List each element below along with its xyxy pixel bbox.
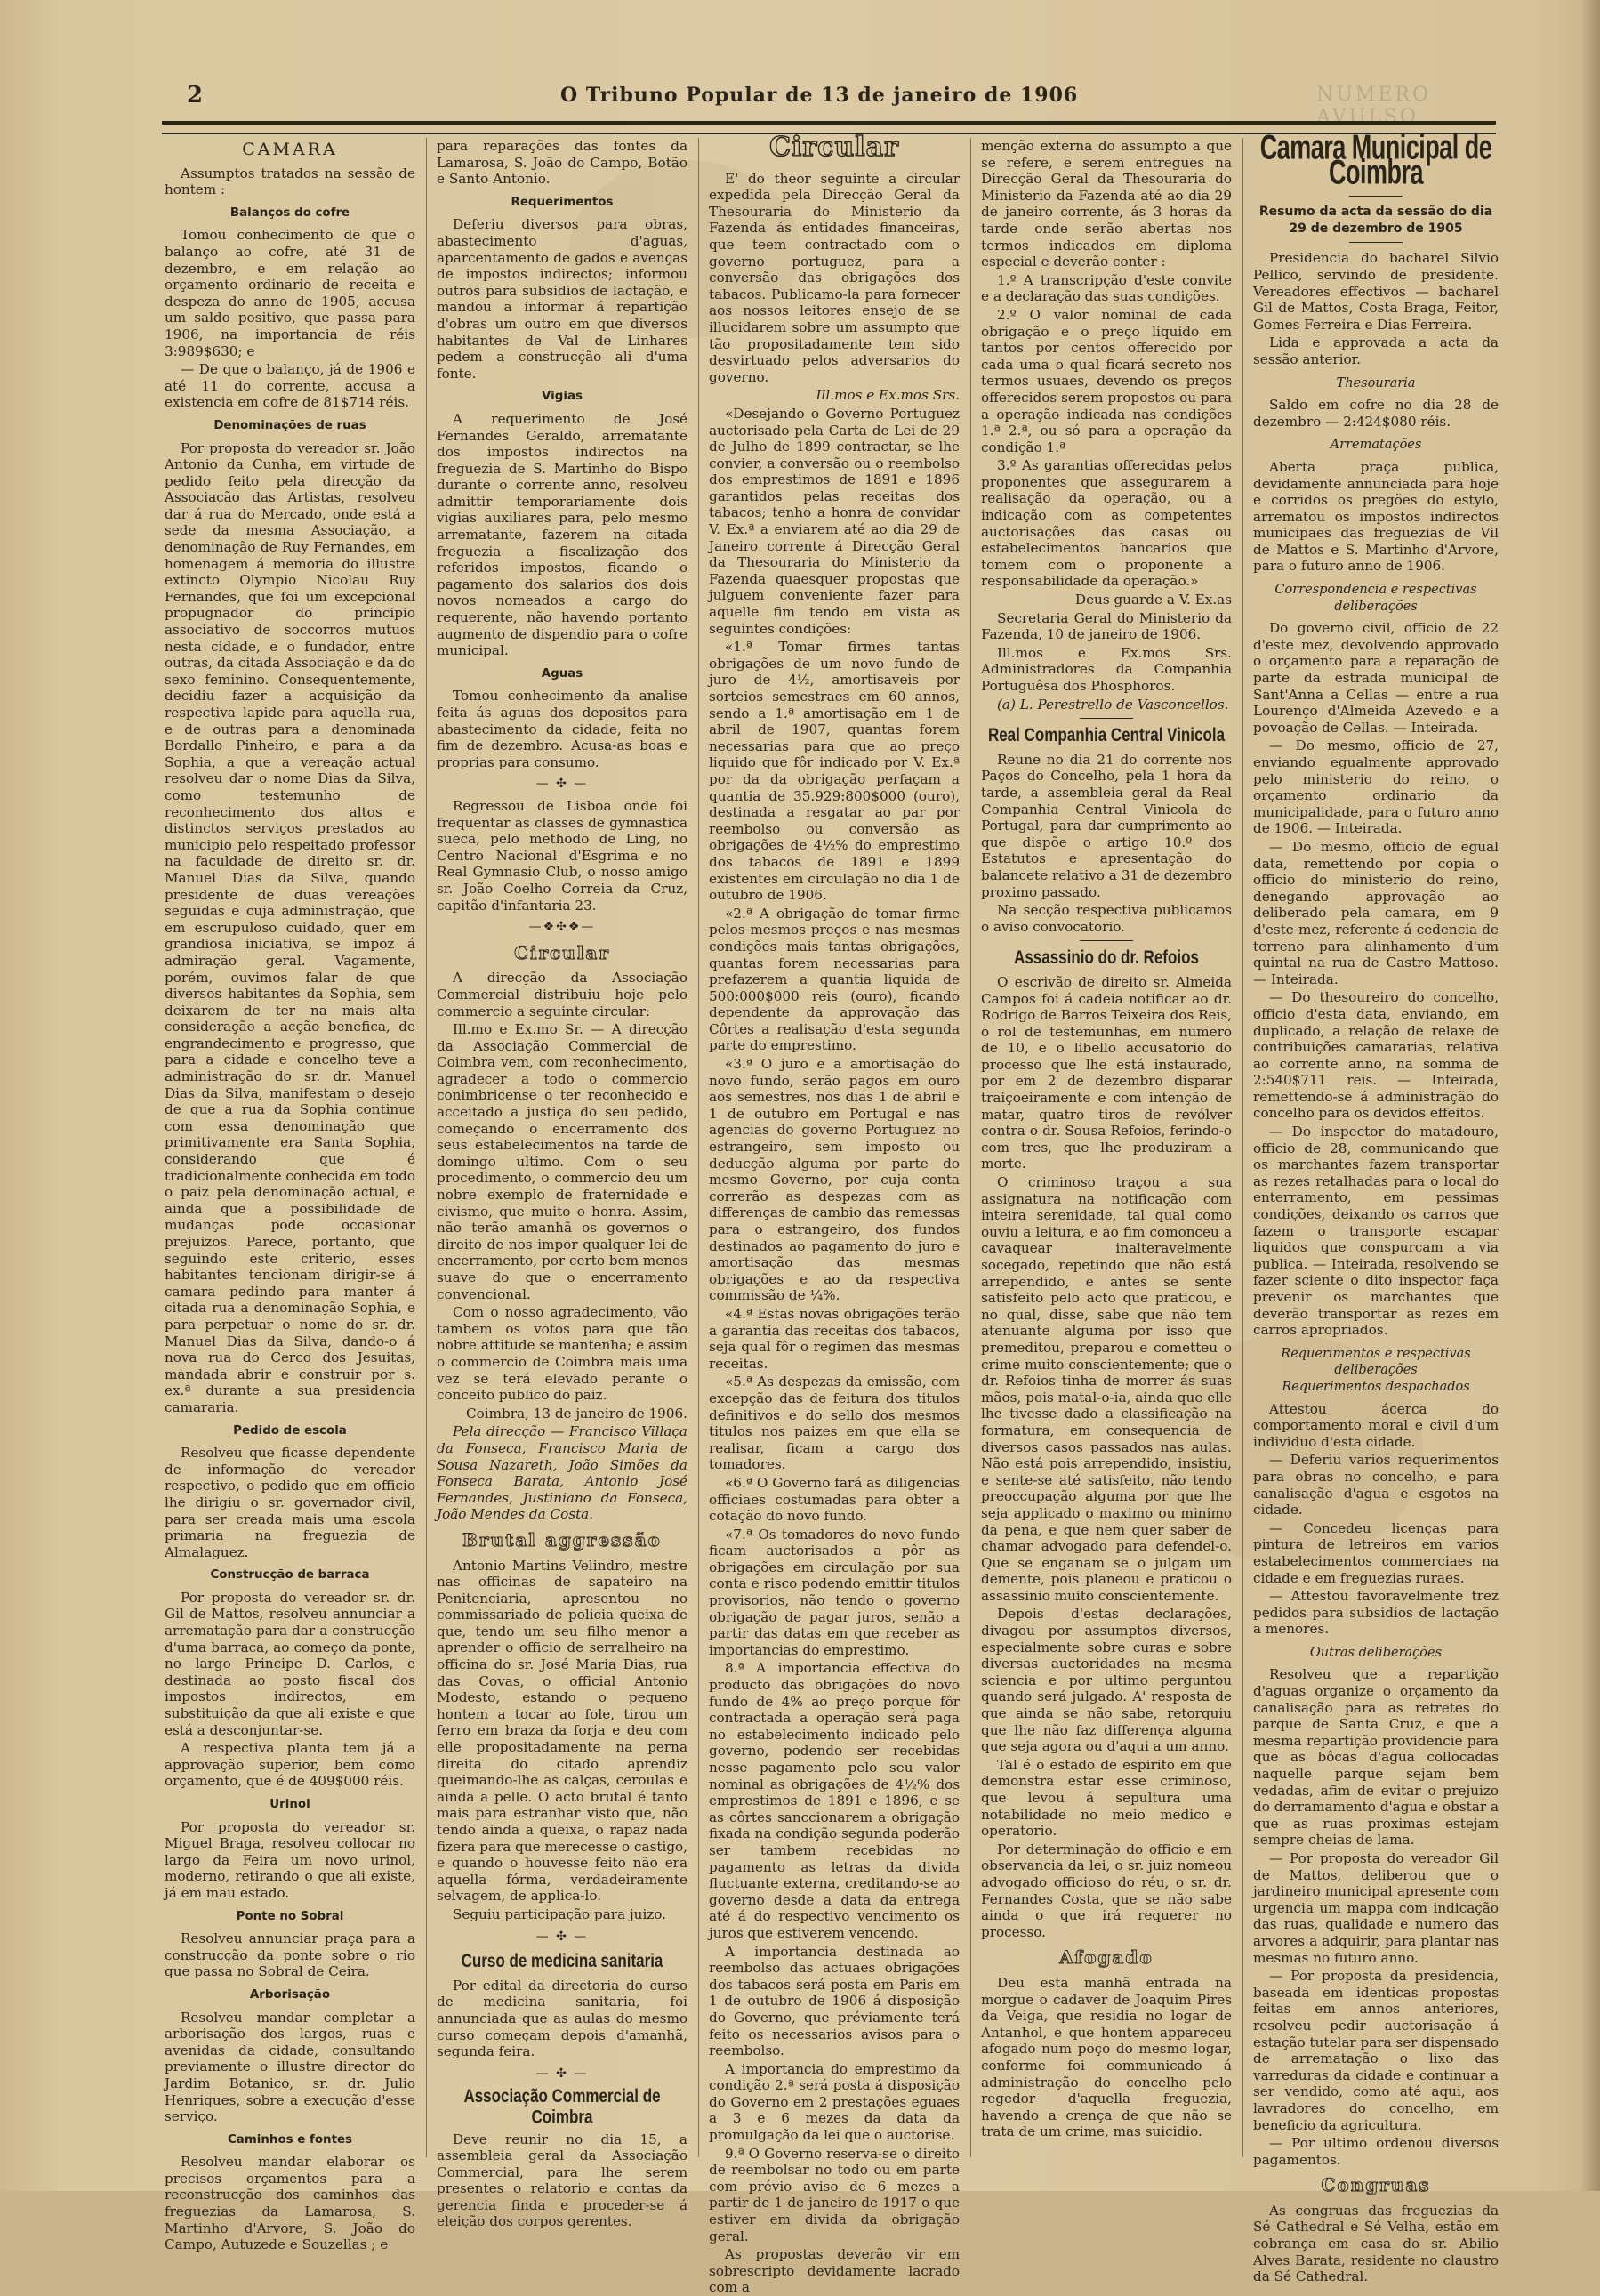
paragraph: Deve reunir no dia 15, a assembleia geral da Associação Commercial, para lhe serem presentes o relatorio e contas da gerencia finda e proceder-se á eleição dos corpos gerentes. [437, 2131, 687, 2230]
paragraph: O criminoso traçou a sua assignatura na notificação com inteira serenidade, tal qual como ouviu a leitura, e ao fim comonceu a cavaquear inalteravelmente socegado, repetindo que não está arrependido, e antes se sente satisfeito pelo acto que praticou, e no qual, disse, sabe que não tem atenuante alguma por isso que premeditou, preparou e cometteu o crime muito conscientemente; que o dr. Refoios tinha de morrer ás suas mãos, pois matal-o-ia, ainda que elle lhe tivesse dado a classificação na formatura, em consequencia de diversos casos passados nas aulas. Não está pois arrependido, insistiu, e sente-se até satisfeito, não tendo preoccupação alguma por que lhe seja applicado o maximo ou minimo da pena, e que nem quer saber de chamar advogado para defendel-o. Que se enganam se o julgam um demente, pois planeou e praticou o assassinio muito conscientemente. [981, 1174, 1232, 1604]
column-4 [981, 138, 1232, 2157]
paragraph: Por proposta do vereador sr. Miguel Braga, resolveu collocar no largo da Feira um novo urinol, moderno, retirando o que ali existe, já em mau estado. [165, 1818, 415, 1901]
article-title: Afogado [1059, 1946, 1154, 1969]
article-title: Circular [769, 132, 899, 163]
column-divider [970, 138, 971, 2157]
paragraph: Deus guarde a V. Ex.as [1074, 592, 1232, 608]
paragraph: Tomou conhecimento de que o balanço ao cofre, até 31 de dezembro, e em relação ao orçamento ordinario de receita e despeza do anno de 1905, accusa um saldo positivo, que passa para 1906, na importancia de réis 3:989$630; e [165, 227, 415, 359]
paragraph: «3.ª O juro e a amortisação do novo fundo, serão pagos em ouro aos semestres, nos dias 1 de abril e 1 de outubro em Portugal e nas agencias do governo Portuguez no estrangeiro, sem imposto ou deducção alguma por parte do mesmo Governo, por cuja conta correrão as despezas com as differenças de cambio das remessas para o estrangeiro, dos fundos destinados ao pagamento do juro e amortisação das mesmas obrigações e ao da respectiva commissão de ¼%. [709, 1056, 960, 1304]
section-title: CAMARA [242, 140, 338, 159]
running-head: O Tribuno Popular de 13 de janeiro de 1906 [560, 84, 1079, 107]
paragraph: Deu esta manhã entrada na morgue o cadaver de Joaquim Pires da Veiga, que residia no logar de Antanhol, e que hontem appareceu afogado num poço do mesmo logar, conforme foi communicado á administração do concelho pelo regedor d'aquella freguezia, havendo a crença de que não se trata de um crime, mas suicidio. [981, 1974, 1232, 2140]
subheading: Correspondencia e respectivas deliberações [1274, 583, 1477, 614]
subheading: Resumo da acta da sessão do dia 29 de dezembro de 1905 [1258, 205, 1493, 236]
subheading: Vigias [542, 390, 583, 404]
paragraph: E' do theor seguinte a circular expedida pela Direcção Geral da Thesouraria do Ministerio da Fazenda ás entidades financeiras, que teem contractado com o governo portuguez, para a conversão das obrigações dos tabacos. Publicamo-la para fornecer aos nossos leitores ensejo de se illucidarem sobre um assumpto que tão propositadamente tem sido desvirtuado pelos adversarios do governo. [709, 170, 960, 385]
paragraph: — Do mesmo, officio de 27, enviando egualmente approvado pelo ministerio do reino, o orçamento ordinario da municipalidade, para o futuro anno de 1906. — Inteirada. [1253, 737, 1499, 837]
paragraph: «Desejando o Governo Portuguez auctorisado pela Carta de Lei de 29 de Julho de 1899 contractar, se lhe convier, a conversão ou o reembolso dos emprestimos de 1891 e 1896 garantidos pelas receitas dos tabacos; tenho a honra de convidar V. Ex.ª a enviarem até ao dia 29 de Janeiro corrente á Direcção Geral da Thesouraria do Ministerio da Fazenda quaesquer propostas que julguem conveniente fazer para aquelle fim tendo em vista as seguintes condições: [709, 405, 960, 637]
paragraph: A direcção da Associação Commercial distribuiu hoje pelo commercio a seguinte circular: [437, 970, 687, 1019]
paragraph: Deferiu diversos para obras, abastecimento d'aguas, aparcentamento de gados e avenças de impostos indirectos; informou outros para subsidios de lactação, e mandou a informar á repartição d'obras um outro em que diversos habitantes de Val de Linhares pedem a construcção ali d'uma fonte. [437, 216, 687, 382]
paragraph: A importancia destinada ao reembolso das actuaes obrigações dos tabacos será posta em Paris em 1 de outubro de 1906 á disposição do Governo, que préviamente terá feito os necessarios avisos para o reembolso. [709, 1943, 960, 2059]
divider [1080, 940, 1133, 941]
subheading: Arborisação [249, 1987, 331, 2002]
paragraph: Ill.mo e Ex.mo Sr. — A direcção da Associação Commercial de Coimbra vem, com reconhecimento, agradecer a todo o commercio conimbricense o ter reconhecido e acceitado a justiça do seu pedido, começando o encerramento dos seus estabelecimentos na tarde de domingo ultimo. Com o seu procedimento, o commercio deu um nobre exemplo de fraternidade e civismo, que muito o honra. Assim, não terão amanhã os governos o direito de nos impor qualquer lei de encerramento, por certo bem menos suave do que o encerramento convencional. [437, 1021, 687, 1302]
divider [1349, 242, 1403, 243]
article-title: Assassinio do dr. Refoios [1014, 947, 1199, 969]
paragraph: Tomou conhecimento da analise feita ás aguas dos depositos para abastecimento da cidade, feita no fim de dezembro. Acusa-as boas e proprias para consumo. [437, 688, 687, 770]
subheading: Pedido de escola [233, 1423, 347, 1438]
article-title: Real Companhia Central Vinicola [987, 724, 1226, 746]
faded-corner-text: NUMERO AVULSO [1316, 84, 1431, 128]
paragraph: O escrivão de direito sr. Almeida Campos foi á cadeia notificar ao dr. Rodrigo de Barros Teixeira dos Reis, o rol de testemunhas, em numero de 10, e o libello accusatorio do processo que lhe está instaurado, por em 2 de dezembro disparar traiçoeiramente e com intenção de matar, quatro tiros de revólver contra o dr. Sousa Refoios, ferindo-o com tres, que lhe produziram a morte. [981, 973, 1232, 1172]
column-divider [1242, 138, 1243, 2157]
paragraph: 8.ª A importancia effectiva do producto das obrigações do novo fundo de 4% ao preço porque fôr contractada a operação será paga no estabelecimento indicado pelo governo, podendo ser recebidas nesse pagamento pelo seu valor nominal as obrigações de 4½% dos emprestimos de 1891 e 1896, e se as côrtes sanccionarem a obrigação fixada na condição segunda poderão ser tambem recebidas no pagamento as letras da divida fluctuante externa, creditando-se ao governo desde a data da entrega até á do respectivo vencimento os juros que estiverem vencendo. [709, 1660, 960, 1941]
paragraph: Reune no dia 21 do corrente nos Paços do Concelho, pela 1 hora da tarde, a assembleia geral da Real Companhia Central Vinicola de Portugal, para dar cumprimento ao que dispõe o artigo 10.º dos Estatutos e apresentação do balancete relativo a 31 de dezembro proximo passado. [981, 751, 1232, 900]
page-edge-shadow [1580, 0, 1600, 2191]
article-title: Associação Commercial de Coimbra [463, 2085, 661, 2128]
paragraph: A respectiva planta tem já a approvação superior, bem como orçamento, que é de 409$000 réis. [165, 1740, 415, 1790]
paragraph: — Do thesoureiro do concelho, officio d'esta data, enviando, em duplicado, a relação de relaxe de contribuições camararias, relativa ao corrente anno, na somma de 2:540$711 reis. — Inteirada, remettendo-se á administração do concelho para os devidos effeitos. [1253, 989, 1499, 1122]
article-title: Brutal aggressão [462, 1528, 662, 1551]
article-title: Congruas [1321, 2174, 1431, 2196]
paragraph: Assumptos tratados na sessão de hontem : [165, 165, 415, 198]
subheading: Denominações de ruas [213, 418, 366, 432]
paragraph: — Concedeu licenças para pintura de letreiros em varios estabelecimentos commerciaes na cidade e em freguezias ruraes. [1253, 1519, 1499, 1586]
column-2 [437, 138, 688, 2230]
paragraph: Attestou ácerca do comportamento moral e civil d'um individuo d'esta cidade. [1253, 1400, 1499, 1450]
subheading: Requerimentos e respectivas deliberações [1281, 1346, 1471, 1378]
paragraph: Resolveu annunciar praça para a construcção da ponte sobre o rio que passa no Sobral de Ceira. [165, 1930, 415, 1980]
subheading: Urinol [269, 1798, 310, 1811]
separator-ornament: — ✣ — [535, 1929, 589, 1944]
paragraph: Aberta praça publica, devidamente annunciada para hoje e corridos os pregões do estylo, arrematou os impostos indirectos municipaes das freguezias de Vil de Mattos e S. Martinho d'Arvore, para o futuro anno de 1906. [1253, 458, 1499, 575]
paragraph: — De que o balanço, já de 1906 e até 11 do corrente, accusa a existencia em cofre de 81$714 réis. [165, 361, 415, 411]
paragraph: — Deferiu varios requerimentos para obras no concelho, e para canalisação d'agua e esgotos na cidade. [1253, 1452, 1499, 1519]
paragraph: «5.ª As despezas da emissão, com excepção das de feitura dos titulos definitivos e do sello dos mesmos titulos nos paizes em que ella se realisar, ficam a cargo dos tomadores. [709, 1374, 960, 1473]
paragraph: «1.ª Tomar firmes tantas obrigações de um novo fundo de juro de 4½, amortisaveis por sorteios semestraes em 60 annos, sendo a 1.ª amortisação em 1 de abril de 1907, quantas forem necessarias para que ao preço liquido que fôr indicado por V. Ex.ª por da da obrigação perfaçam a quantia de 35.929:800$000 (ouro), destinada a resgatar ao par por reembolso ou conversão as obrigações de 4½% do emprestimo dos tabacos de 1891 e 1899 existentes em circulação no dia 1 de outubro de 1906. [709, 639, 960, 904]
column-divider [698, 138, 699, 2157]
paragraph: Depois d'estas declarações, divagou por assumptos diversos, especialmente sobre curas e sobre diversas auctoridades na mesma sciencia e por ultimo perguntou quando será julgado. A' resposta de que ainda se não sabe, retorquiu que lhe não faz differença alguma que seja agora ou d'aqui a um anno. [981, 1606, 1232, 1755]
signature: (a) L. Perestrello de Vasconcellos. [997, 696, 1229, 713]
separator-ornament: — ✣ — [535, 777, 589, 792]
subheading: Construcção de barraca [210, 1568, 370, 1583]
paragraph: «7.ª Os tomadores do novo fundo ficam auctorisados a pôr as obrigações em circulação por sua conta e risco podendo emittir titulos provisorios, não tendo o governo obrigação de pagar juros, senão a partir das datas em que receber as importancias do emprestimo. [709, 1526, 960, 1658]
paragraph: para reparações das fontes da Lamarosa, S. João do Campo, Botão e Santo Antonio. [437, 138, 687, 188]
salutation: Ill.mos e Ex.mos Srs. [816, 387, 960, 404]
paragraph: 1.º A transcripção d'este convite e a declaração das suas condições. [981, 271, 1232, 305]
subheading: Balanços do cofre [229, 205, 350, 220]
paragraph: A importancia do emprestimo da condição 2.ª será posta á disposição do Governo em 2 prestações eguaes a 3 e 6 mezes da data da promulgação da lei que o auctorise. [709, 2060, 960, 2144]
paragraph: «6.ª O Governo fará as diligencias officiaes costumadas para obter a cotação do novo fundo. [709, 1474, 960, 1525]
paragraph: — Por proposta do vereador Gil de Mattos, deliberou que o jardineiro municipal apresente com urgencia um mappa com indicação das ruas, qualidade e numero das arvores a adquirir, para plantar nas mesmas no futuro anno. [1253, 1850, 1499, 1966]
paragraph: — Attestou favoravelmente trez pedidos para subsidios de lactação a menores. [1253, 1588, 1499, 1638]
masthead [187, 82, 1503, 128]
paragraph: 3.º As garantias offerecidas pelos proponentes que assegurarem a realisação da operação, ou a indicação com as competentes auctorisações das casas ou estabelecimentos bancarios que tomem com o proponente a responsabilidade da operação.» [981, 457, 1232, 590]
paragraph: Por proposta do vereador sr. dr. Gil de Mattos, resolveu annunciar a arrematação para dar a construcção d'uma barraca, ao começo da ponte, no largo Principe D. Carlos, e destinada ao posto fiscal dos impostos indirectos, em substituição da que ali existe e que está a desconjuntar-se. [165, 1589, 415, 1738]
paragraph: Resolveu que ficasse dependente de informação do vereador respectivo, o pedido que em officio lhe dirigiu o sr. governador civil, para ser creada mais uma escola primaria na freguezia de Almalaguez. [165, 1445, 415, 1560]
article-title: Circular [514, 941, 610, 963]
paragraph: As propostas deverão vir em sobrescripto devidamente lacrado com a [709, 2246, 960, 2296]
paragraph: Presidencia do bacharel Silvio Pellico, servindo de presidente. Vereadores effectivos — bacharel Gil de Mattos, Costa Braga, Feitor, Gomes Ferreira e Dias Ferreira. [1253, 250, 1499, 333]
columns [165, 127, 1499, 2296]
column-divider [426, 138, 427, 2157]
paragraph: — Do mesmo, officio de egual data, remettendo por copia o officio do ministerio do reino, denegando approvação ao deliberado pela camara, em 9 d'este mez, referente á cedencia de terreno para alinhamento d'um quintal na rua de Castro Mattoso. — Inteirada. [1253, 838, 1499, 987]
paragraph: 9.ª O Governo reserva-se o direito de reembolsar no todo ou em parte com prévio aviso de 6 mezes a partir de 1 de janeiro de 1917 o que estiver em divida da obrigação geral. [709, 2145, 960, 2244]
paragraph: Por determinação do officio e em observancia da lei, o sr. juiz nomeou advogado officioso do réu, o sr. dr. Fernandes Costa, que se não sabe ainda o que irá requerer no processo. [981, 1841, 1232, 1940]
paragraph: Regressou de Lisboa onde foi frequentar as classes de gymnastica sueca, pelo methodo de Ling, no Centro Nacional d'Esgrima e no Real Gymnasio Club, o nosso amigo sr. João Coelho Correia da Cruz, capitão d'infantaria 23. [437, 797, 687, 914]
column-5 [1253, 127, 1499, 2285]
paragraph: Tal é o estado de espirito em que demonstra estar esse criminoso, que levou á sepultura uma notabilidade no meio medico e operatorio. [981, 1756, 1232, 1840]
subheading: Caminhos e fontes [227, 2132, 353, 2147]
paragraph: Saldo em cofre no dia 28 de dezembro — 2:424$080 réis. [1253, 397, 1499, 430]
paragraph: Do governo civil, officio de 22 d'este mez, devolvendo approvado o orçamento para a reparação de parte da estrada municipal de Sant'Anna a Cellas — entre a rua Lourenço d'Almeida Azevedo e a povoação de Cellas. — Inteirada. [1253, 620, 1499, 736]
paragraph: Resolveu mandar elaborar os precisos orçamentos para a reconstrucção dos caminhos das freguezias da Lamarosa, S. Martinho d'Arvore, S. João do Campo, Autuzede e Souzellas ; e [165, 2154, 415, 2253]
subheading: Thesouraria [1336, 375, 1416, 391]
paragraph: Seguiu participação para juizo. [453, 1905, 667, 1922]
paragraph: Resolveu que a repartição d'aguas organize o orçamento da canalisação para as retretes do parque de Santa Cruz, e que a mesma repartição providencie para que as bôcas d'agua collocadas naquelle parque sejam bem vedadas, afim de evitar o prejuizo do derramamento d'agua e obstar a que as ruas proximas estejam sempre cheias de lama. [1253, 1666, 1499, 1849]
subheading: Requerimentos [511, 195, 614, 209]
subheading: Outras deliberações [1309, 1645, 1443, 1660]
paragraph: Ill.mos e Ex.mos Srs. Administradores da Companhia Portuguêsa dos Phosphoros. [981, 644, 1232, 694]
signatures: Pela direcção — Francisco Villaça da Fonseca, Francisco Maria de Sousa Nazareth, João Simões da Fonseca Barata, Antonio José Fernandes, Justiniano da Fonseca, João Mendes da Costa. [437, 1423, 687, 1523]
paragraph: Secretaria Geral do Ministerio da Fazenda, 10 de janeiro de 1906. [981, 609, 1232, 643]
column-3 [709, 132, 960, 2296]
paragraph: Na secção respectiva publicamos o aviso convocatorio. [981, 902, 1232, 935]
paragraph: — Do inspector do matadouro, officio de 28, communicando que os marchantes fazem transportar as rezes retalhadas para o local do enterramento, em pessimas condições, deixando os carros que fazem o transporte escapar liquidos que conspurcam a via publica. — Inteirada, resolvendo se fazer sciente o dito inspector faça prevenir os marchantes que deverão transportar as rezes em carros apropriados. [1253, 1124, 1499, 1339]
paragraph: Resolveu mandar completar a arborisação dos largos, ruas e avenidas da cidade, consultando previamente o illustre director do Jardim Botanico, sr. dr. Julio Henriques, sobre a execução d'esse serviço. [165, 2009, 415, 2125]
paragraph: 2.º O valor nominal de cada obrigação e o preço liquido em tantos por centos offerecido por cada uma o qual ficará secreto nos termos usuaes, devendo os preços offerecidos serem propostos ou para a operação indicada nas condições 1.ª 2.ª, ou só para a operação da condição 1.ª [981, 306, 1232, 455]
dateline: Coimbra, 13 de janeiro de 1906. [465, 1405, 687, 1422]
page-number: 2 [187, 82, 204, 109]
paragraph: Lida e approvada a acta da sessão anterior. [1253, 334, 1499, 367]
paragraph: Por edital da directoria do curso de medicina sanitaria, foi annunciada que as aulas do mesmo curso começam depois d'amanhã, segunda feira. [437, 1977, 687, 2060]
paragraph: As congruas das freguezias da Sé Cathedral e Sé Velha, estão em cobrança em casa do sr. Abilio Alves Barata, residente no claustro da Sé Cathedral. [1253, 2202, 1499, 2285]
subheading: Requerimentos despachados [1282, 1379, 1470, 1394]
paragraph: Antonio Martins Velindro, mestre nas officinas de sapateiro na Penitenciaria, apresentou no commissariado de policia queixa de que, tendo um seu filho menor a aprender o officio de serralheiro na officina do sr. José Maria Dias, rua das Covas, o official Antonio Modesto, estando o pequeno hontem a tocar ao fole, tirou um ferro em braza da forja e deu com elle propositadamente na perna direita do citado aprendiz queimando-lhe as calças, ceroulas e ainda a pelle. O acto brutal é tanto mais para estranhar visto que, não tendo ainda a queixa, o rapaz nada fizera para que merecesse o castigo, e quando o houvesse feito não era aquella fórma, verdadeiramente selvagem, de applica-lo. [437, 1557, 688, 1905]
paragraph: — Por proposta da presidencia, baseada em identicas propostas feitas em annos anteriores, resolveu pedir auctorisação á estação tutelar para ser dispensado de arrematação o lixo das varreduras da cidade e continuar a ser vendido, como até aqui, aos lavradores do concelho, em beneficio da agricultura. [1253, 1968, 1499, 2133]
separator-ornament: —❖✣❖— [528, 920, 596, 935]
paragraph: «2.ª A obrigação de tomar firme pelos mesmos preços e nas mesmas condições mais tantas obrigações, quantas forem necessarias para prefazerem a quantia liquida de 500:000$000 reis (ouro), ficando dependente da approvação das Côrtes a realisação d'esta segunda parte do emprestimo. [709, 905, 960, 1054]
paragraph: Com o nosso agradecimento, vão tambem os votos para que tão nobre attitude se mantenha; e assim o commercio de Coimbra mais uma vez se terá elevado perante o conceito publico do paiz. [437, 1304, 687, 1404]
subheading: Ponte no Sobral [236, 1909, 344, 1923]
paragraph: A requerimento de José Fernandes Geraldo, arrematante dos impostos indirectos na freguezia de S. Martinho do Bispo durante o corrente anno, resolveu admittir temporariamente dois vigias auxiliares para, pelo mesmo arrematante, fazerem na citada freguezia a fiscalização dos referidos impostos, ficando o pagamento dos salarios dos dois novos nomeados a cargo do requerente, não havendo portanto augmento de dispendio para o cofre municipal. [437, 410, 687, 659]
paragraph: — Por ultimo ordenou diversos pagamentos. [1253, 2135, 1499, 2168]
divider [1349, 196, 1403, 197]
subheading: Arrematações [1330, 438, 1422, 453]
separator-ornament: — ✣ — [535, 2066, 589, 2081]
paragraph: «4.ª Estas novas obrigações terão a garantia das receitas dos tabacos, seja qual fôr o regimen das mesmas receitas. [709, 1305, 960, 1372]
paragraph: menção externa do assumpto a que se refere, e serem entregues na Direcção Geral da Thesouraria do Ministerio da Fazenda até ao dia 29 de janeiro corrente, ás 3 horas da tarde onde serão abertas nos termos indicados em diploma especial e deverão conter : [981, 138, 1232, 270]
article-title: Camara Municipal de Coimbra [1259, 127, 1492, 191]
divider [1080, 718, 1133, 719]
column-1 [165, 138, 415, 2253]
paragraph: Por proposta do vereador sr. João Antonio da Cunha, em virtude de pedido feito pela direcção da Associação das Artistas, resolveu dar á rua do Mercado, onde está a sede da mesma Associação, a denominação de Ruy Fernandes, em homenagem á memoria do illustre extincto Olympio Nicolau Ruy Fernandes, que foi um excepcional propugnador do principio associativo de soccorros mutuos nesta cidade, e o fundador, entre outras, da citada Associação e da do sexo feminino. Consequentemente, decidiu fazer a acquisição da respectiva lapide para aquella rua, e de outras para a denominada Bordallo Pinheiro, e para a da Sophia, a que a vereação actual resolveu dar o nome Dias da Silva, como testemunho de reconhecimento dos altos e distinctos serviços prestados ao municipio pelo respeitado professor na faculdade de direito sr. dr. Manuel Dias da Silva, quando presidente de duas vereações seguidas e cuja administração, que em escrupuloso cuidado, quer em grandiosa iniciativa, se impoz á admiração geral. Vagamente, porém, ouvimos falar de que diversos habitantes da Sophia, sem deixarem de ter na mais alta consideração a acção benefica, de engrandecimento e progresso, que para a cidade e concelho teve a administração do sr. dr. Manuel Dias da Silva, manifestam o desejo de que a rua da Sophia continue com essa denominação que primitivamente era Santa Sophia, considerando que é tradicionalmente conhecida em todo o paiz pela denominação actual, e ainda que a possibilidade de mudanças pode occasionar prejuizos. Parece, portanto, que seguindo este criterio, esses habitantes tencionam dirigir-se á camara pedindo para manter á citada rua a denominação Sophia, e para perpetuar o nome do sr. dr. Manuel Dias da Silva, dando-o á nova rua do Cerco dos Jesuitas, mandada abrir e construir por s. ex.ª durante a sua presidencia camararia. [165, 439, 415, 1415]
article-title: Curso de medicina sanitaria [461, 1950, 663, 1972]
subheading: Aguas [541, 666, 583, 681]
